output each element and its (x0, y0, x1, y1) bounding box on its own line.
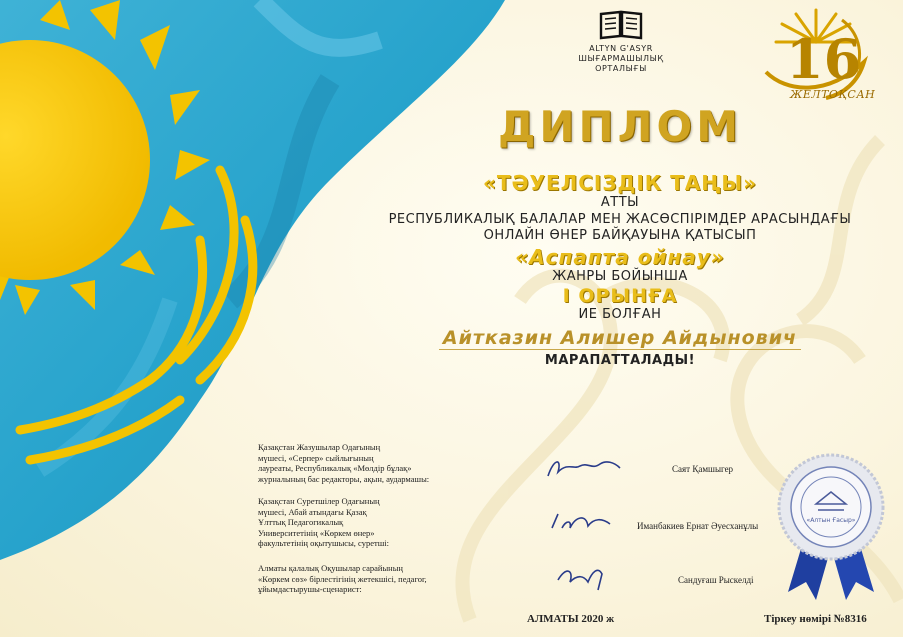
signature-3 (552, 560, 612, 594)
publisher-name-2: ШЫҒАРМАШЫЛЫҚ (578, 54, 664, 63)
recipient-name-text: Айтказин Алишер Айдынович (439, 327, 801, 350)
registration-number: Тіркеу нөмірі №8316 (764, 613, 867, 625)
signature-1 (544, 452, 624, 482)
signatory-1-line: журналының бас редакторы, ақын, аудармашы: (258, 473, 430, 484)
publisher-name-1: ALTYN G'ASYR (589, 44, 653, 53)
signatory-1-line: мүшесі, «Серпер» сыйлығының (258, 452, 374, 463)
place-award: І ОРЫНҒА (562, 285, 678, 307)
signatory-2-name: Иманбакиев Ернат Әуесханұлы (637, 521, 759, 531)
text-atty: АТТЫ (600, 195, 640, 210)
publisher-logo (566, 8, 676, 74)
signatory-1-name: Саят Қамшыгер (672, 464, 734, 474)
signatory-2-line: Ұлттық Педагогикалық (258, 517, 344, 527)
seal-text: «Алтын Ғасыр» (806, 517, 856, 524)
publisher-name-3: ОРТАЛЫҒЫ (595, 64, 647, 73)
text-online: ОНЛАЙН ӨНЕР БАЙҚАУЫНА ҚАТЫСЫП (483, 228, 757, 243)
signatory-1-description (258, 442, 429, 484)
text-owner: ИЕ БОЛҒАН (578, 307, 662, 322)
diploma-title: ДИПЛОМ (497, 102, 743, 151)
signature-2 (546, 506, 616, 536)
text-awarded: МАРАПАТТАЛАДЫ! (544, 353, 696, 368)
round-seal-with-ribbons-icon (776, 452, 886, 602)
signatory-3-description (258, 563, 427, 595)
signatory-1-line: лауреаты, Республикалық «Мөлдір бұлақ» (258, 463, 412, 473)
signatory-3-line: ұйымдастырушы-сценарист: (258, 584, 362, 594)
city-year: АЛМАТЫ 2020 ж (527, 613, 615, 625)
open-book-icon (598, 8, 644, 42)
anniversary-month: ЖЕЛТОҚСАН (790, 88, 876, 101)
recipient-name (340, 327, 900, 349)
contest-name: «ТӘУЕЛСІЗДІК ТАҢЫ» (482, 171, 757, 195)
signatory-1-line: Қазақстан Жазушылар Одағының (258, 442, 381, 452)
signatory-2-line: Университетінің «Көркем өнер» (258, 527, 375, 538)
signatory-3-name: Сандуғаш Рыскелді (678, 575, 754, 585)
signatory-2-description (258, 496, 389, 549)
text-republic: РЕСПУБЛИКАЛЫҚ БАЛАЛАР МЕН ЖАСӨСПІРІМДЕР АРАСЫНДАҒЫ (388, 212, 852, 227)
text-genre: ЖАНРЫ БОЙЫНША (552, 269, 688, 284)
signatory-3-line: «Көркем сөз» бірлестігінің жетекшісі, педагог, (258, 573, 427, 584)
anniversary-emblem (746, 2, 886, 112)
signatory-2-line: Қазақстан Суретшілер Одағының (258, 496, 380, 506)
signatory-3-line: Алматы қалалық Оқушылар сарайының (258, 563, 403, 573)
signatory-2-line: мүшесі, Абай атындағы Қазақ (258, 506, 367, 517)
signatory-2-line: факультетінің оқытушысы, суретші: (258, 538, 389, 548)
golden-eagle-icon (746, 2, 886, 102)
genre-name: «Аспапта ойнау» (515, 245, 725, 269)
anniversary-number: 16 (786, 27, 862, 91)
